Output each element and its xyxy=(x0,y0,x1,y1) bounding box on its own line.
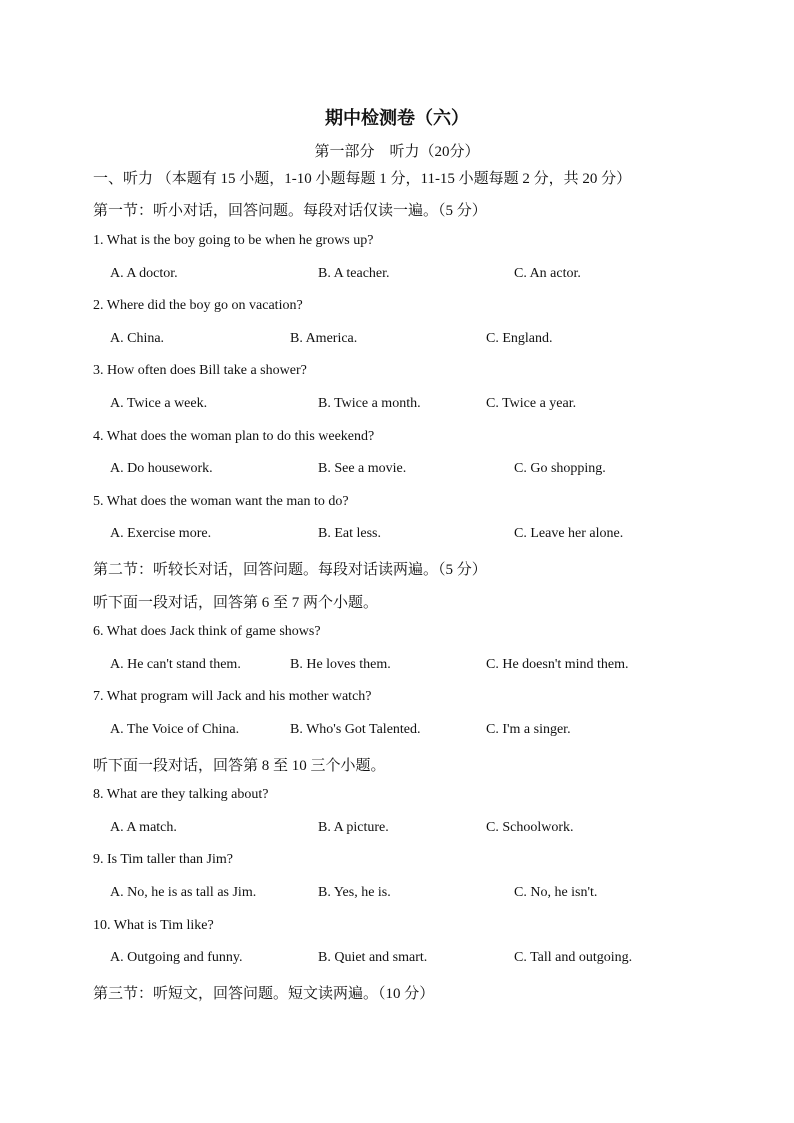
option-a: A. Exercise more. xyxy=(110,526,212,541)
question-10-options xyxy=(110,950,730,970)
option-a: A. A doctor. xyxy=(110,266,178,281)
part1-header: 第一节：听小对话，回答问题。每段对话仅读一遍。（5 分） xyxy=(93,203,487,219)
option-b: B. A picture. xyxy=(318,820,389,835)
option-b: B. He loves them. xyxy=(290,657,391,672)
option-a: A. China. xyxy=(110,331,165,346)
option-a: A. Twice a week. xyxy=(110,396,208,411)
option-b: B. Who's Got Talented. xyxy=(290,722,421,737)
exam-title: 期中检测卷（六） xyxy=(325,108,469,128)
question-2-options xyxy=(110,331,730,351)
option-a: A. A match. xyxy=(110,820,177,835)
part-title: 第一部分 听力（20分） xyxy=(314,144,480,160)
question-9: 9. Is Tim taller than Jim? xyxy=(93,852,233,867)
question-8-options xyxy=(110,820,730,840)
option-c: C. An actor. xyxy=(514,266,581,281)
option-a: A. No, he is as tall as Jim. xyxy=(110,885,257,900)
option-b: B. See a movie. xyxy=(318,461,407,476)
option-c: C. Tall and outgoing. xyxy=(514,950,633,965)
option-b: B. America. xyxy=(290,331,358,346)
question-6: 6. What does Jack think of game shows? xyxy=(93,624,321,639)
question-1: 1. What is the boy going to be when he grows up? xyxy=(93,233,374,248)
part2-header: 第二节：听较长对话，回答问题。每段对话读两遍。（5 分） xyxy=(93,562,487,578)
option-a: A. Outgoing and funny. xyxy=(110,950,243,965)
question-5-options xyxy=(110,526,730,546)
question-3-options xyxy=(110,396,730,416)
option-a: A. Do housework. xyxy=(110,461,213,476)
option-c: C. I'm a singer. xyxy=(486,722,571,737)
section-listening-header: 一、听力 （本题有 15 小题，1-10 小题每题 1 分，11-15 小题每题 2 分，共 20 分） xyxy=(93,171,632,187)
option-b: B. A teacher. xyxy=(318,266,390,281)
option-c: C. He doesn't mind them. xyxy=(486,657,629,672)
question-4-options xyxy=(110,461,730,481)
question-2: 2. Where did the boy go on vacation? xyxy=(93,298,303,313)
question-7: 7. What program will Jack and his mother watch? xyxy=(93,689,372,704)
question-9-options xyxy=(110,885,730,905)
part3-header: 第三节：听短文，回答问题。短文读两遍。（10 分） xyxy=(93,986,435,1002)
option-c: C. Twice a year. xyxy=(486,396,577,411)
option-b: B. Eat less. xyxy=(318,526,381,541)
option-c: C. No, he isn't. xyxy=(514,885,598,900)
question-8: 8. What are they talking about? xyxy=(93,787,269,802)
option-c: C. England. xyxy=(486,331,553,346)
dialog1-intro: 听下面一段对话，回答第 6 至 7 两个小题。 xyxy=(93,595,379,611)
question-4: 4. What does the woman plan to do this weekend? xyxy=(93,429,375,444)
option-b: B. Twice a month. xyxy=(318,396,421,411)
option-a: A. He can't stand them. xyxy=(110,657,241,672)
question-10: 10. What is Tim like? xyxy=(93,918,214,933)
option-b: B. Yes, he is. xyxy=(318,885,391,900)
question-5: 5. What does the woman want the man to do? xyxy=(93,494,349,509)
option-c: C. Leave her alone. xyxy=(514,526,624,541)
question-3: 3. How often does Bill take a shower? xyxy=(93,363,307,378)
question-6-options xyxy=(110,657,730,677)
option-c: C. Schoolwork. xyxy=(486,820,574,835)
dialog2-intro: 听下面一段对话，回答第 8 至 10 三个小题。 xyxy=(93,758,386,774)
option-a: A. The Voice of China. xyxy=(110,722,240,737)
option-c: C. Go shopping. xyxy=(514,461,606,476)
option-b: B. Quiet and smart. xyxy=(318,950,428,965)
question-7-options xyxy=(110,722,730,742)
question-1-options xyxy=(110,266,730,286)
